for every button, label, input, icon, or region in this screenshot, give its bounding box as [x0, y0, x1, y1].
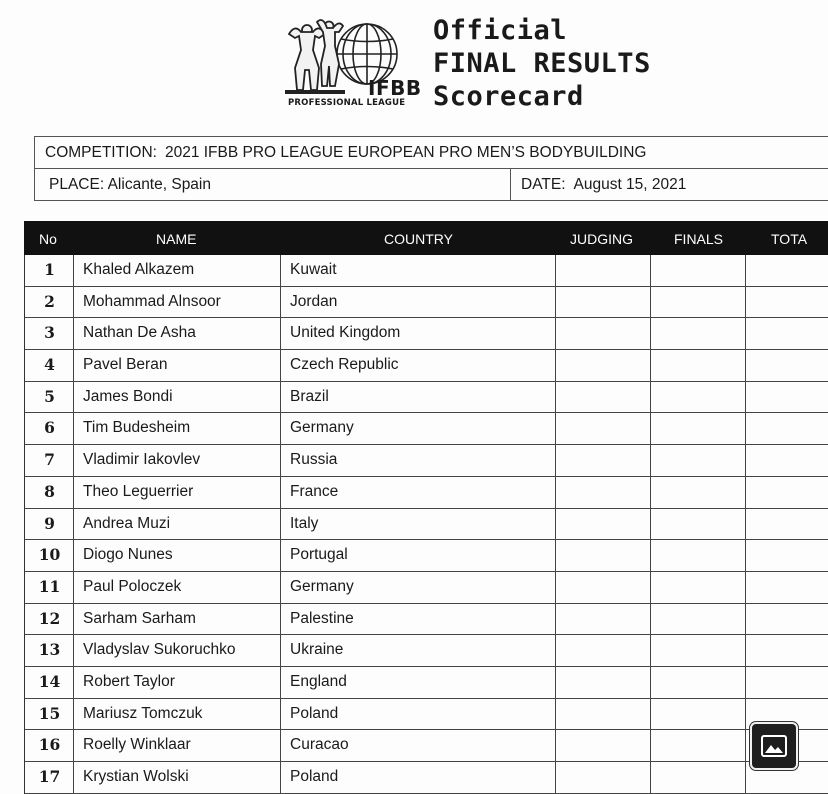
table-row — [25, 445, 828, 477]
professional-league-text: PROFESSIONAL LEAGUE — [288, 98, 406, 108]
competitor-name: Robert Taylor — [83, 672, 175, 690]
competitor-number: 4 — [44, 355, 55, 375]
competitor-country: United Kingdom — [290, 324, 401, 342]
competitor-number: 11 — [38, 576, 61, 596]
competitor-name: Pavel Beran — [83, 356, 168, 374]
competitor-name: Krystian Wolski — [83, 768, 189, 785]
competitor-name: Roelly Winklaar — [83, 736, 191, 754]
title-line-final-results: FINAL RESULTS — [433, 48, 651, 79]
competitor-name: Theo Leguerrier — [83, 482, 194, 500]
ifbb-wordmark: IFBB — [368, 76, 422, 100]
table-row — [25, 762, 828, 794]
competitor-country: France — [290, 482, 339, 500]
competitor-country: Italy — [290, 514, 319, 532]
competitor-country: Brazil — [290, 387, 329, 405]
competitor-name: James Bondi — [83, 387, 173, 405]
title-line-scorecard: Scorecard — [433, 81, 584, 112]
table-row — [25, 350, 828, 382]
table-row — [25, 413, 828, 445]
results-table — [24, 221, 828, 794]
competitor-country: England — [290, 672, 347, 690]
place-label: PLACE: — [49, 176, 105, 193]
header-country: COUNTRY — [384, 231, 453, 247]
table-row — [25, 509, 828, 541]
competitor-name: Nathan De Asha — [83, 324, 196, 342]
table-row — [25, 382, 828, 414]
image-icon — [760, 732, 788, 760]
header-judging: JUDGING — [570, 231, 633, 247]
place-date-row — [35, 169, 828, 200]
table-row — [25, 318, 828, 350]
column-divider — [73, 255, 74, 794]
competitor-name: Mohammad Alnsoor — [83, 292, 221, 310]
table-row — [25, 287, 828, 319]
competitor-number: 7 — [44, 450, 55, 470]
competitor-country: Russia — [290, 451, 338, 469]
view-image-button[interactable] — [750, 722, 798, 770]
column-divider — [555, 255, 556, 794]
table-header — [24, 221, 828, 255]
competitor-number: 2 — [44, 291, 55, 311]
table-row — [25, 540, 828, 572]
competitor-number: 5 — [44, 386, 55, 406]
competitor-country: Portugal — [290, 546, 348, 564]
competitor-country: Palestine — [290, 609, 354, 627]
competitor-country: Poland — [290, 704, 339, 722]
competitor-country: Curacao — [290, 736, 349, 754]
header-total: TOTA — [771, 231, 808, 247]
table-row — [25, 477, 828, 509]
competitor-name: Vladyslav Sukoruchko — [83, 641, 236, 659]
competitor-name: Tim Budesheim — [83, 419, 191, 437]
competitor-name: Khaled Alkazem — [83, 261, 195, 278]
column-divider — [745, 255, 746, 794]
competitor-name: Sarham Sarham — [83, 609, 196, 627]
competitor-country: Czech Republic — [290, 356, 399, 374]
table-body — [24, 255, 828, 794]
competitor-country: Germany — [290, 419, 354, 437]
header-no: No — [39, 231, 57, 247]
column-divider — [650, 255, 651, 794]
competitor-country: Kuwait — [290, 261, 337, 278]
table-row — [25, 255, 828, 287]
competitor-name: Andrea Muzi — [83, 514, 171, 532]
header-name: NAME — [156, 231, 197, 247]
table-row — [25, 635, 828, 667]
header-finals: FINALS — [674, 231, 724, 247]
competitor-number: 16 — [38, 735, 61, 755]
table-row — [25, 699, 828, 731]
competitor-name: Paul Poloczek — [83, 577, 182, 595]
competitor-country: Germany — [290, 577, 354, 595]
competitor-number: 3 — [44, 323, 55, 343]
date-label: DATE: — [521, 176, 566, 193]
table-row — [25, 667, 828, 699]
competitor-number: 15 — [38, 703, 61, 723]
competitor-number: 9 — [44, 513, 55, 533]
place-value: Alicante, Spain — [107, 176, 211, 193]
competitor-country: Ukraine — [290, 641, 344, 659]
competitor-number: 13 — [38, 640, 61, 660]
table-row — [25, 730, 828, 762]
title-line-official: Official — [433, 15, 568, 46]
competitor-number: 8 — [44, 481, 55, 501]
competitor-country: Poland — [290, 768, 339, 785]
competitor-country: Jordan — [290, 292, 338, 310]
table-row — [25, 572, 828, 604]
competition-row — [35, 137, 828, 169]
competitor-number: 12 — [38, 608, 61, 628]
table-row — [25, 604, 828, 636]
competitor-name: Mariusz Tomczuk — [83, 704, 203, 722]
date-value: August 15, 2021 — [573, 176, 687, 193]
competitor-name: Diogo Nunes — [83, 546, 173, 564]
competitor-number: 10 — [38, 545, 61, 565]
scorecard-title — [433, 14, 651, 113]
column-divider — [280, 255, 281, 794]
competitor-name: Vladimir Iakovlev — [83, 451, 201, 469]
competitor-number: 1 — [44, 260, 55, 279]
competition-value: 2021 IFBB PRO LEAGUE EUROPEAN PRO MEN’S BODYBUILDING — [164, 144, 647, 161]
competition-info-box — [34, 136, 828, 201]
competition-label: COMPETITION: — [45, 144, 157, 161]
competitor-number: 17 — [38, 767, 61, 786]
competitor-number: 6 — [44, 418, 55, 438]
competitor-number: 14 — [38, 671, 61, 691]
